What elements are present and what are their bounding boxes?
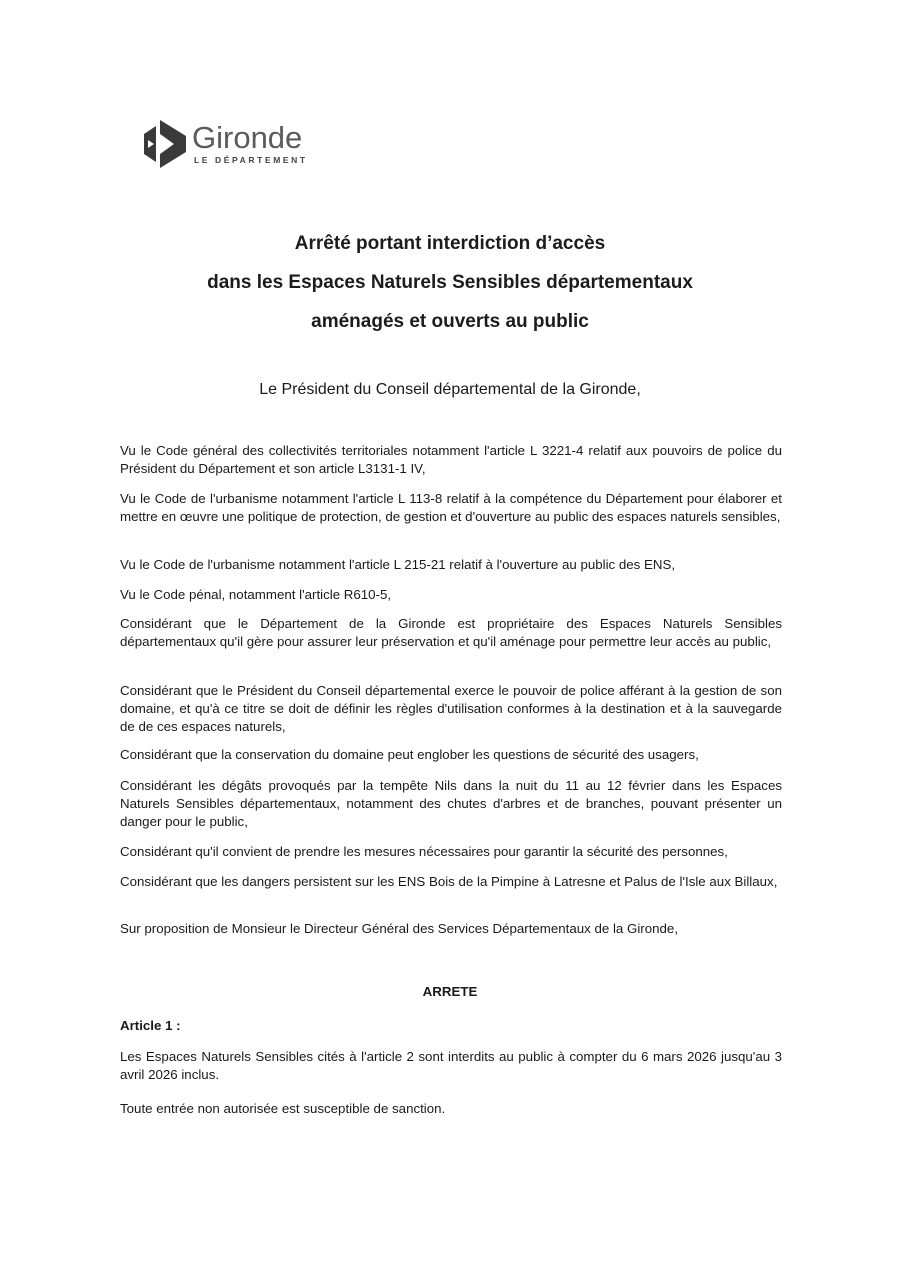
president-line: Le Président du Conseil départemental de la Gironde, — [259, 381, 641, 398]
preamble-paragraph: Vu le Code de l'urbanisme notamment l'article L 113-8 relatif à la compétence du Département pour élaborer et mettre en œuvre une politique de protection, de gestion et d'ouverture au public des espaces naturels sensibles, — [120, 491, 782, 524]
preamble-paragraph: Vu le Code général des collectivités territoriales notamment l'article L 3221-4 relatif aux pouvoirs de police du Président du Département et son article L3131-1 IV, — [120, 443, 782, 476]
gironde-chevron-icon — [142, 118, 186, 170]
logo-name: Gironde — [192, 120, 303, 155]
arrete-heading: ARRETE — [422, 984, 478, 999]
preamble-paragraph: Considérant que les dangers persistent sur les ENS Bois de la Pimpine à Latresne et Palus de l'Isle aux Billaux, — [120, 874, 778, 889]
logo-subtitle: LE DÉPARTEMENT — [194, 155, 308, 165]
preamble-paragraph: Vu le Code de l'urbanisme notamment l'article L 215-21 relatif à l'ouverture au public des ENS, — [120, 557, 676, 572]
gironde-logo — [142, 118, 342, 174]
preamble-paragraph: Considérant que le Président du Conseil départemental exerce le pouvoir de police afférant à la gestion de son domaine, et qu'à ce titre se doit de définir les règles d'utilisation conformes à la destination et à la sauvegarde de de ces espaces naturels, — [120, 683, 782, 734]
article-1-heading: Article 1 : — [120, 1018, 181, 1033]
preamble-paragraph: Considérant qu'il convient de prendre les mesures nécessaires pour garantir la sécurité des personnes, — [120, 844, 728, 859]
article-1-paragraph: Les Espaces Naturels Sensibles cités à l'article 2 sont interdits au public à compter du 6 mars 2026 jusqu'au 3 avril 2026 inclus. — [120, 1049, 782, 1082]
article-1-paragraph: Toute entrée non autorisée est susceptible de sanction. — [120, 1101, 446, 1116]
title-line-2: dans les Espaces Naturels Sensibles départementaux — [207, 272, 693, 293]
preamble-paragraph: Considérant que le Département de la Gironde est propriétaire des Espaces Naturels Sensibles départementaux qu'il gère pour assurer leur préservation et qu'il aménage pour permettre leur accès au public, — [120, 616, 782, 649]
preamble-paragraph: Sur proposition de Monsieur le Directeur Général des Services Départementaux de la Gironde, — [120, 921, 679, 936]
title-line-1: Arrêté portant interdiction d’accès — [294, 233, 606, 254]
preamble-paragraph: Considérant que la conservation du domaine peut englober les questions de sécurité des usagers, — [120, 747, 699, 762]
preamble-paragraph: Considérant les dégâts provoqués par la tempête Nils dans la nuit du 11 au 12 février dans les Espaces Naturels Sensibles départementaux, notamment des chutes d'arbres et de branches, pouvant présenter un danger pour le public, — [120, 778, 782, 829]
title-line-3: aménagés et ouverts au public — [311, 311, 589, 332]
preamble-paragraph: Vu le Code pénal, notamment l'article R610-5, — [120, 587, 392, 602]
